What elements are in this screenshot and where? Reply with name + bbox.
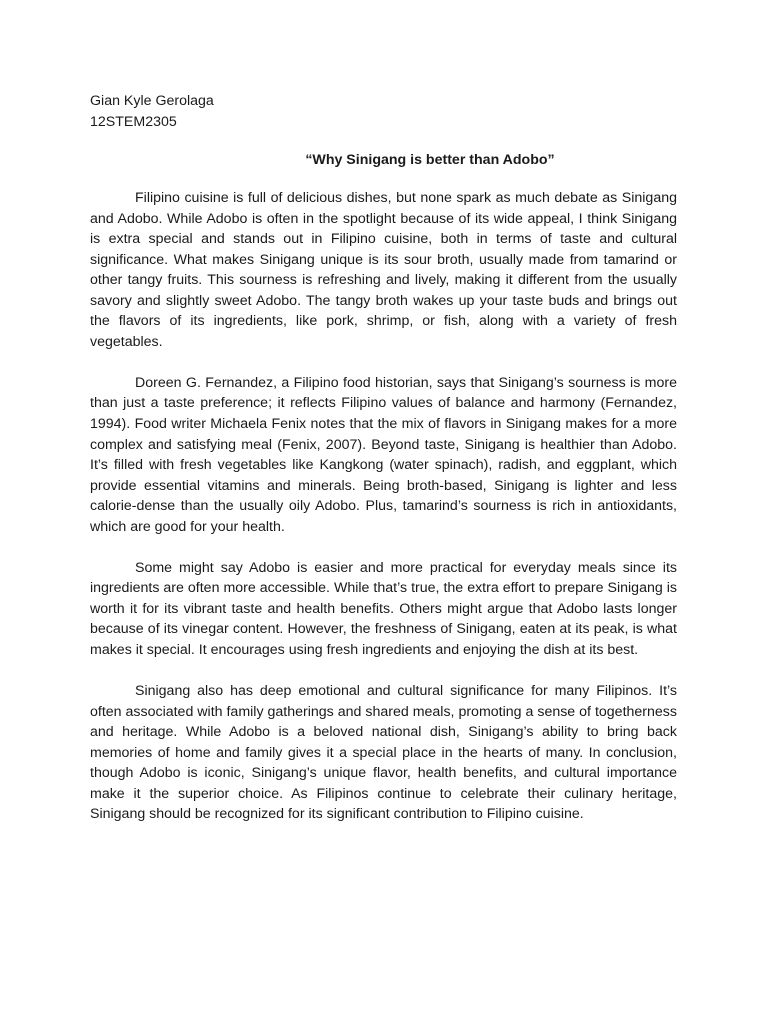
document-header [90, 91, 214, 132]
essay-body [90, 188, 677, 846]
paragraph-2: Doreen G. Fernandez, a Filipino food historian, says that Sinigang’s sourness is more than just a taste preference; it reflects Filipino values of balance and harmony (Fernandez, 1994). Food writer Michaela Fenix notes that the mix of flavors in Sinigang makes for a more complex and satisfying meal (Fenix, 2007). Beyond taste, Sinigang is healthier than Adobo. It’s filled with fresh vegetables like Kangkong (water spinach), radish, and eggplant, which provide essential vitamins and minerals. Being broth-based, Sinigang is lighter and less calorie-dense than the usually oily Adobo. Plus, tamarind’s sourness is rich in antioxidants, which are good for your health. [90, 374, 677, 535]
paragraph-4: Sinigang also has deep emotional and cultural significance for many Filipinos. It’s often associated with family gatherings and shared meals, promoting a sense of togetherness and heritage. While Adobo is a beloved national dish, Sinigang’s ability to bring back memories of home and family gives it a special place in the hearts of many. In conclusion, though Adobo is iconic, Sinigang’s unique flavor, health benefits, and cultural importance make it the superior choice. As Filipinos continue to celebrate their culinary heritage, Sinigang should be recognized for its significant contribution to Filipino cuisine. [90, 683, 677, 823]
essay-title: “Why Sinigang is better than Adobo” [305, 152, 555, 168]
paragraph-1: Filipino cuisine is full of delicious dishes, but none spark as much debate as Sinigang and Adobo. While Adobo is often in the spotlight because of its wide appeal, I think Sinigang is extra special and stands out in Filipino cuisine, both in terms of taste and cultural significance. What makes Sinigang unique is its sour broth, usually made from tamarind or other tangy fruits. This sourness is refreshing and lively, making it different from the usually savory and slightly sweet Adobo. The tangy broth wakes up your taste buds and brings out the flavors of its ingredients, like pork, shrimp, or fish, along with a variety of fresh vegetables. [90, 190, 677, 350]
paragraph-3: Some might say Adobo is easier and more practical for everyday meals since its ingredients are often more accessible. While that’s true, the extra effort to prepare Sinigang is worth it for its vibrant taste and health benefits. Others might argue that Adobo lasts longer because of its vinegar content. However, the freshness of Sinigang, eaten at its peak, is what makes it special. It encourages using fresh ingredients and enjoying the dish at its best. [90, 559, 677, 659]
section-code: 12STEM2305 [90, 113, 177, 130]
author-name: Gian Kyle Gerolaga [90, 93, 214, 109]
